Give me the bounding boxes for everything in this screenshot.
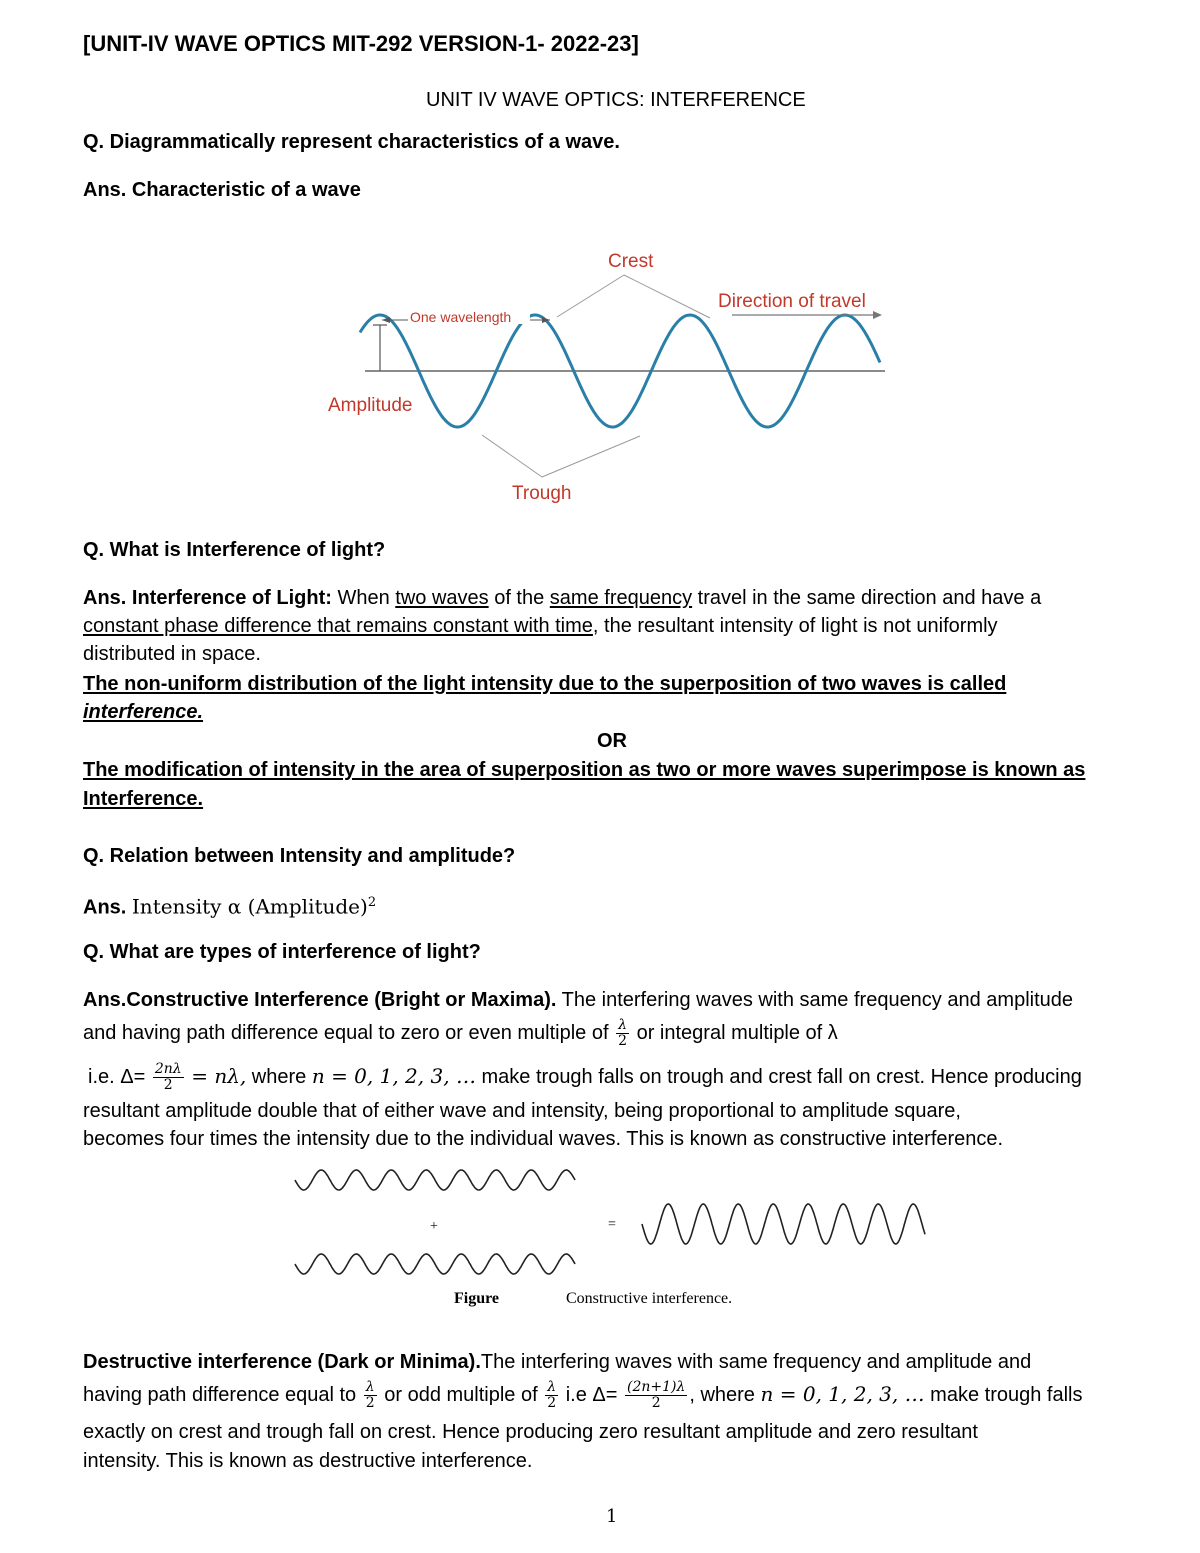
text-span: having path difference equal to <box>83 1384 357 1406</box>
page-number: 1 <box>606 1506 618 1527</box>
resultant-wave <box>642 1204 925 1244</box>
text-span: The interfering waves with same frequency and amplitude and <box>480 1351 1032 1373</box>
input-wave-1 <box>295 1170 575 1190</box>
intensity-relation: Intensity α (Amplitude) <box>131 894 368 919</box>
text-span: make trough falls <box>924 1384 1083 1406</box>
one-wavelength-label: One wavelength <box>410 309 512 325</box>
answer-2-line-2 <box>83 612 998 640</box>
interference-definition-1-end: interference. <box>83 701 204 723</box>
math-span: = nλ, <box>191 1064 247 1088</box>
text-span: or odd multiple of <box>384 1384 538 1406</box>
underlined-two-waves: two waves <box>395 587 489 609</box>
input-wave-2 <box>295 1254 575 1274</box>
text-span: i.e. Δ= <box>88 1066 146 1088</box>
constructive-line-2 <box>83 1018 838 1049</box>
lambda-over-2-fraction: $\frac{\lambda}{2}$ <box>365 1379 375 1412</box>
direction-of-travel-label: Direction of travel <box>718 291 866 312</box>
text-span: of the <box>488 587 550 609</box>
answer-1: Ans. Characteristic of a wave <box>83 179 361 201</box>
answer-2-prefix: Ans. Interference of Light: <box>83 587 332 609</box>
destructive-line-1 <box>83 1348 1031 1376</box>
question-4: Q. What are types of interference of light? <box>83 941 481 963</box>
2n-lambda-over-2-fraction: $\frac{2n\lambda}{2}$ <box>154 1061 182 1094</box>
exponent: 2 <box>367 895 377 910</box>
equals-sign: = <box>608 1217 616 1232</box>
text-span: travel in the same direction and have a <box>692 587 1042 609</box>
text-span: , the resultant intensity of light is not uniformly <box>592 615 998 637</box>
wave-characteristics-diagram <box>320 240 900 510</box>
text-span: , where <box>689 1384 761 1406</box>
interference-definition-1: The non-uniform distribution of the light intensity due to the superposition of two waves is called <box>83 673 1007 695</box>
text-span: i.e Δ= <box>565 1384 618 1406</box>
text-span: make trough falls on trough and crest fall on crest. Hence producing <box>475 1066 1082 1088</box>
constructive-interference-figure <box>280 1158 960 1318</box>
underlined-phase-difference: constant phase difference that remains constant with time <box>83 615 593 637</box>
plus-sign: + <box>430 1219 438 1234</box>
interference-definition-2-end: Interference. <box>83 788 204 810</box>
interference-definition-2: The modification of intensity in the area of superposition as two or more waves superimpose is known as <box>83 759 1086 781</box>
constructive-line-1 <box>83 986 1073 1014</box>
constructive-line-4: resultant amplitude double that of either wave and intensity, being proportional to amplitude square, <box>83 1100 961 1122</box>
text-span: or integral multiple of λ <box>636 1021 838 1044</box>
underlined-same-frequency: same frequency <box>549 587 693 609</box>
amplitude-label: Amplitude <box>328 395 413 416</box>
figure-caption: Constructive interference. <box>566 1290 733 1307</box>
constructive-heading: Ans.Constructive Interference (Bright or Maxima). <box>83 989 557 1011</box>
trough-label: Trough <box>512 483 572 504</box>
constructive-line-3 <box>88 1062 1082 1093</box>
odd-multiple-fraction: $\frac{(2n+1)\lambda}{2}$ <box>626 1379 686 1412</box>
text-span: where <box>246 1066 312 1088</box>
destructive-heading: Destructive interference (Dark or Minima). <box>83 1351 481 1373</box>
answer-2-line-1 <box>83 584 1041 612</box>
text-span: The interfering waves with same frequency and amplitude <box>556 989 1074 1011</box>
figure-label: Figure <box>454 1290 500 1307</box>
or-separator: OR <box>597 730 627 752</box>
document-header: [UNIT-IV WAVE OPTICS MIT-292 VERSION-1- 2022-23] <box>83 31 639 56</box>
crest-label: Crest <box>608 251 654 272</box>
answer-3 <box>83 889 376 922</box>
destructive-line-4: intensity. This is known as destructive interference. <box>83 1450 533 1472</box>
question-3: Q. Relation between Intensity and amplitude? <box>83 845 516 867</box>
text-span: When <box>331 587 396 609</box>
question-1: Q. Diagrammatically represent characteristics of a wave. <box>83 131 620 153</box>
answer-3-prefix: Ans. <box>83 896 127 919</box>
question-2: Q. What is Interference of light? <box>83 539 386 561</box>
math-span: n = 0, 1, 2, 3, … <box>760 1382 925 1406</box>
destructive-line-2 <box>83 1380 1082 1411</box>
math-span: n = 0, 1, 2, 3, … <box>311 1064 476 1088</box>
lambda-over-2-fraction: $\frac{\lambda}{2}$ <box>547 1379 557 1412</box>
page-title: UNIT IV WAVE OPTICS: INTERFERENCE <box>426 89 806 111</box>
lambda-over-2-fraction: $\frac{\lambda}{2}$ <box>618 1017 628 1049</box>
constructive-line-5: becomes four times the intensity due to the individual waves. This is known as constructive interference. <box>83 1128 1004 1150</box>
text-span: and having path difference equal to zero or even multiple of <box>83 1021 609 1044</box>
destructive-line-3: exactly on crest and trough fall on crest. Hence producing zero resultant amplitude and zero resultant <box>83 1421 978 1443</box>
answer-2-line-3: distributed in space. <box>83 643 261 665</box>
